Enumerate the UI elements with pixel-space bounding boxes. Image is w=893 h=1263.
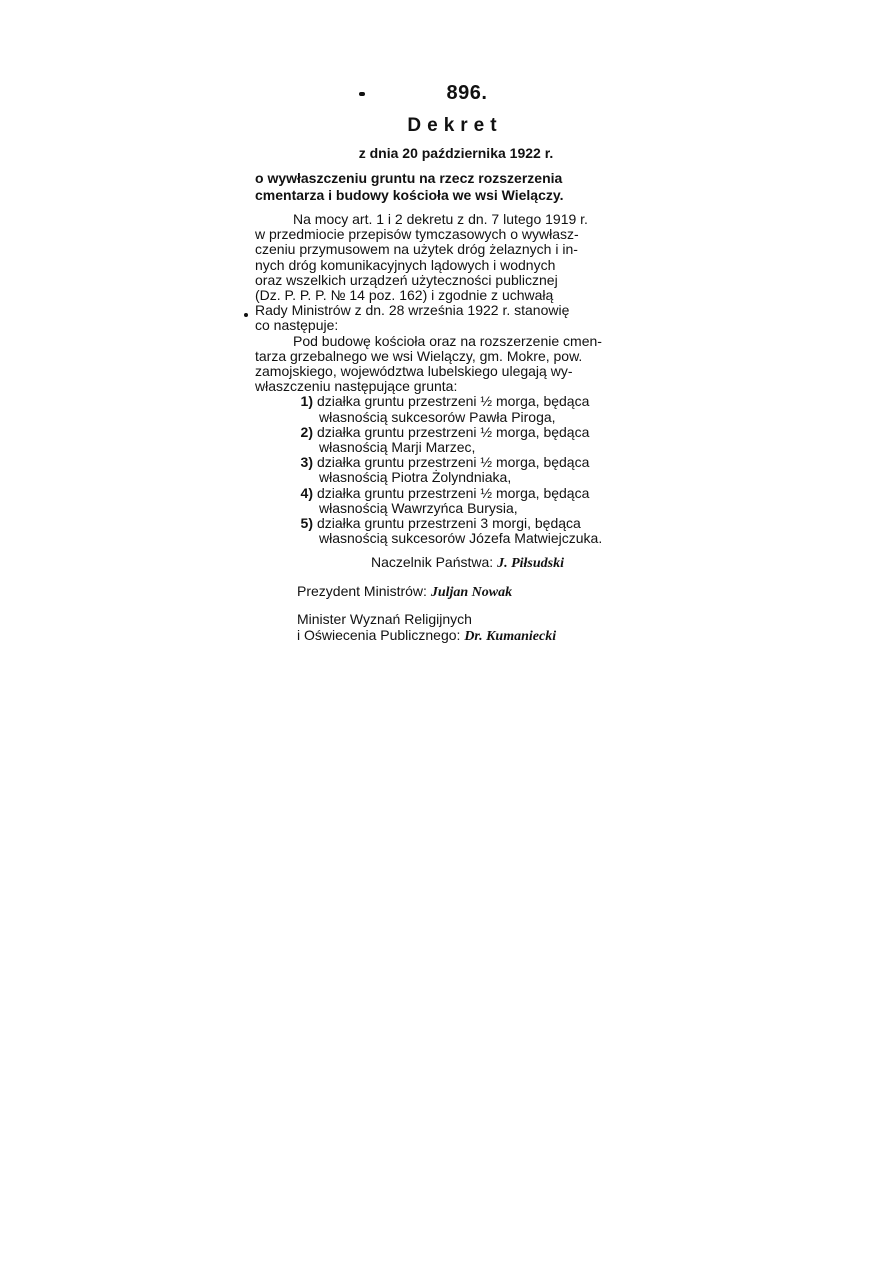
list-item bbox=[255, 516, 643, 546]
decree-date: z dnia 20 października 1922 r. bbox=[358, 145, 554, 161]
signature-name: J. Piłsudski bbox=[497, 556, 564, 572]
preamble-paragraph bbox=[255, 212, 643, 334]
item-number: 4) bbox=[300, 484, 313, 501]
item-line: działka gruntu przestrzeni ½ morga, będąca bbox=[317, 454, 590, 471]
list-item bbox=[255, 425, 643, 455]
decree-title: Dekret bbox=[407, 115, 503, 136]
item-text bbox=[317, 516, 643, 546]
item-line: własnością Marji Marzec, bbox=[319, 439, 476, 456]
signature-title: Minister Wyznań Religijnych bbox=[297, 611, 472, 628]
signature-head-of-state bbox=[255, 554, 643, 572]
item-line: własnością sukcesorów Pawła Piroga, bbox=[319, 408, 556, 425]
item-number: 1) bbox=[300, 393, 313, 410]
item-number: 3) bbox=[300, 454, 313, 471]
margin-dot bbox=[244, 313, 248, 317]
signature-label: Naczelnik Państwa: bbox=[371, 554, 494, 571]
preamble-line: czeniu przymusowem na użytek dróg żelaznych i in- bbox=[255, 241, 578, 258]
list-item bbox=[255, 394, 643, 424]
signature-label: i Oświecenia Publicznego: bbox=[297, 627, 461, 644]
list-item bbox=[255, 455, 643, 485]
item-text bbox=[317, 486, 643, 516]
body-line: zamojskiego, województwa lubelskiego ulegają wy- bbox=[255, 363, 573, 380]
item-line: działka gruntu przestrzeni ½ morga, będąca bbox=[317, 393, 590, 410]
preamble-line: (Dz. P. P. P. № 14 poz. 162) i zgodnie z uchwałą bbox=[255, 287, 554, 304]
item-line: własnością Wawrzyńca Burysia, bbox=[319, 499, 518, 516]
item-number: 2) bbox=[300, 423, 313, 440]
item-line: własnością sukcesorów Józefa Matwiejczuka. bbox=[319, 530, 603, 547]
decree-subject bbox=[255, 170, 643, 204]
item-line: działka gruntu przestrzeni ½ morga, będąca bbox=[317, 484, 590, 501]
item-line: działka gruntu przestrzeni 3 morgi, będąca bbox=[317, 515, 581, 532]
page-number-dot bbox=[359, 92, 365, 96]
item-number: 5) bbox=[300, 515, 313, 532]
list-item bbox=[255, 486, 643, 516]
signature-minister bbox=[255, 611, 643, 645]
preamble-line: oraz wszelkich urządzeń użyteczności publicznej bbox=[255, 271, 558, 288]
signature-name: Juljan Nowak bbox=[430, 585, 513, 601]
page-number: 896. bbox=[446, 82, 488, 104]
subject-line: o wywłaszczeniu gruntu na rzecz rozszerzenia bbox=[255, 170, 563, 186]
item-text bbox=[317, 425, 643, 455]
body-line: Pod budowę kościoła oraz na rozszerzenie cmen- bbox=[293, 332, 602, 349]
decree-column bbox=[255, 82, 643, 645]
preamble-line: nych dróg komunikacyjnych lądowych i wodnych bbox=[255, 256, 556, 273]
body-line: tarza grzebalnego we wsi Wielączy, gm. Mokre, pow. bbox=[255, 347, 583, 364]
body-paragraph bbox=[255, 334, 643, 395]
preamble-line: Na mocy art. 1 i 2 dekretu z dn. 7 lutego 1919 r. bbox=[293, 211, 588, 227]
item-line: działka gruntu przestrzeni ½ morga, będąca bbox=[317, 423, 590, 440]
body-line: właszczeniu następujące grunta: bbox=[255, 378, 458, 395]
preamble-line: co następuje: bbox=[255, 317, 339, 334]
parcel-list bbox=[255, 394, 643, 546]
signature-name: Dr. Kumaniecki bbox=[464, 629, 557, 645]
subject-line: cmentarza i budowy kościoła we wsi Wielączy. bbox=[255, 187, 564, 203]
item-text bbox=[317, 455, 643, 485]
preamble-line: Rady Ministrów z dn. 28 września 1922 r. stanowię bbox=[255, 302, 570, 319]
item-text bbox=[317, 394, 643, 424]
preamble-line: w przedmiocie przepisów tymczasowych o wywłasz- bbox=[255, 226, 579, 243]
signature-label: Prezydent Ministrów: bbox=[297, 583, 427, 600]
item-line: własnością Piotra Żolyndniaka, bbox=[319, 469, 512, 486]
signature-prime-minister bbox=[255, 583, 643, 601]
